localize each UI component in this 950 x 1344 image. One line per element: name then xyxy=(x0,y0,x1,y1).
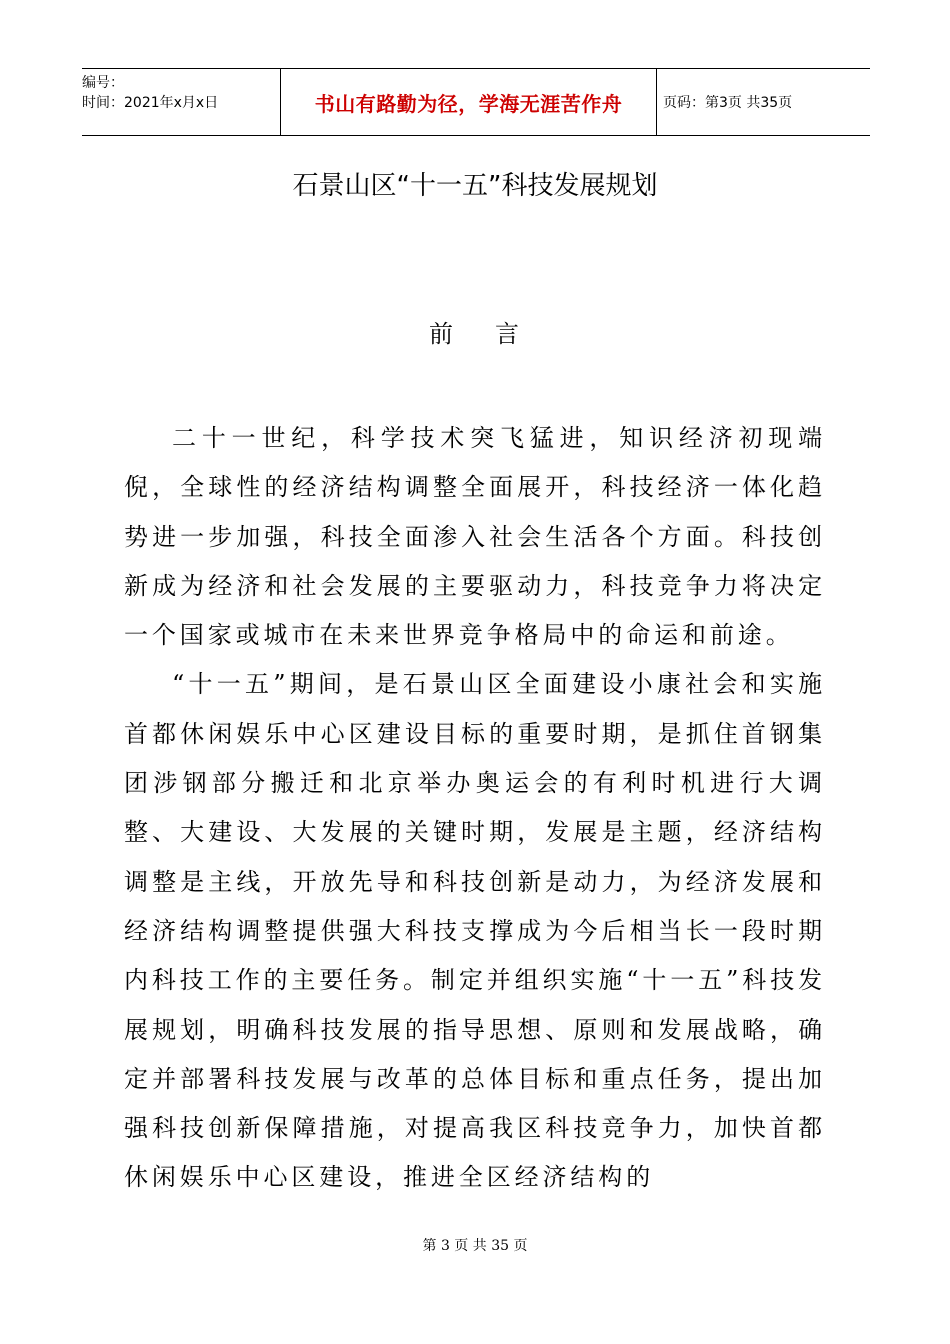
body-paragraph: “十一五”期间，是石景山区全面建设小康社会和实施首都休闲娱乐中心区建设目标的重要时期，是抓住首钢集团涉钢部分搬迁和北京举办奥运会的有利时机进行大调整、大建设、大发展的关键时期，发展是主题，经济结构调整是主线，开放先导和科技创新是动力，为经济发展和经济结构调整提供强大科技支撑成为今后相当长一段时期内科技工作的主要任务。制定并组织实施“十一五”科技发展规划，明确科技发展的指导思想、原则和发展战略，确定并部署科技发展与改革的总体目标和重点任务，提出加强科技创新保障措施，对提高我区科技竞争力，加快首都休闲娱乐中心区建设，推进全区经济结构的 xyxy=(124,670,826,1192)
header-motto: 书山有路勤为径，学海无涯苦作舟 xyxy=(280,69,657,135)
section-heading-char-2: 言 xyxy=(495,320,521,348)
document-date: 时间：2021年x月x日 xyxy=(82,95,219,111)
section-heading xyxy=(0,316,950,352)
document-number-label: 编号： xyxy=(82,75,124,91)
page-header xyxy=(82,68,870,136)
document-title: 石景山区“十一五”科技发展规划 xyxy=(292,171,658,201)
section-heading-char-1: 前 xyxy=(429,320,455,348)
body-paragraph: 二十一世纪，科学技术突飞猛进，知识经济初现端倪，全球性的经济结构调整全面展开，科技经济一体化趋势进一步加强，科技全面渗入社会生活各个方面。科技创新成为经济和社会发展的主要驱动力，科技竞争力将决定一个国家或城市在未来世界竞争格局中的命运和前途。 xyxy=(124,424,826,650)
header-meta xyxy=(82,69,280,135)
document-body xyxy=(124,414,826,1203)
page-footer: 第 3 页 共 35 页 xyxy=(422,1238,528,1254)
header-page-info: 页码：第3页 共35页 xyxy=(663,95,793,111)
